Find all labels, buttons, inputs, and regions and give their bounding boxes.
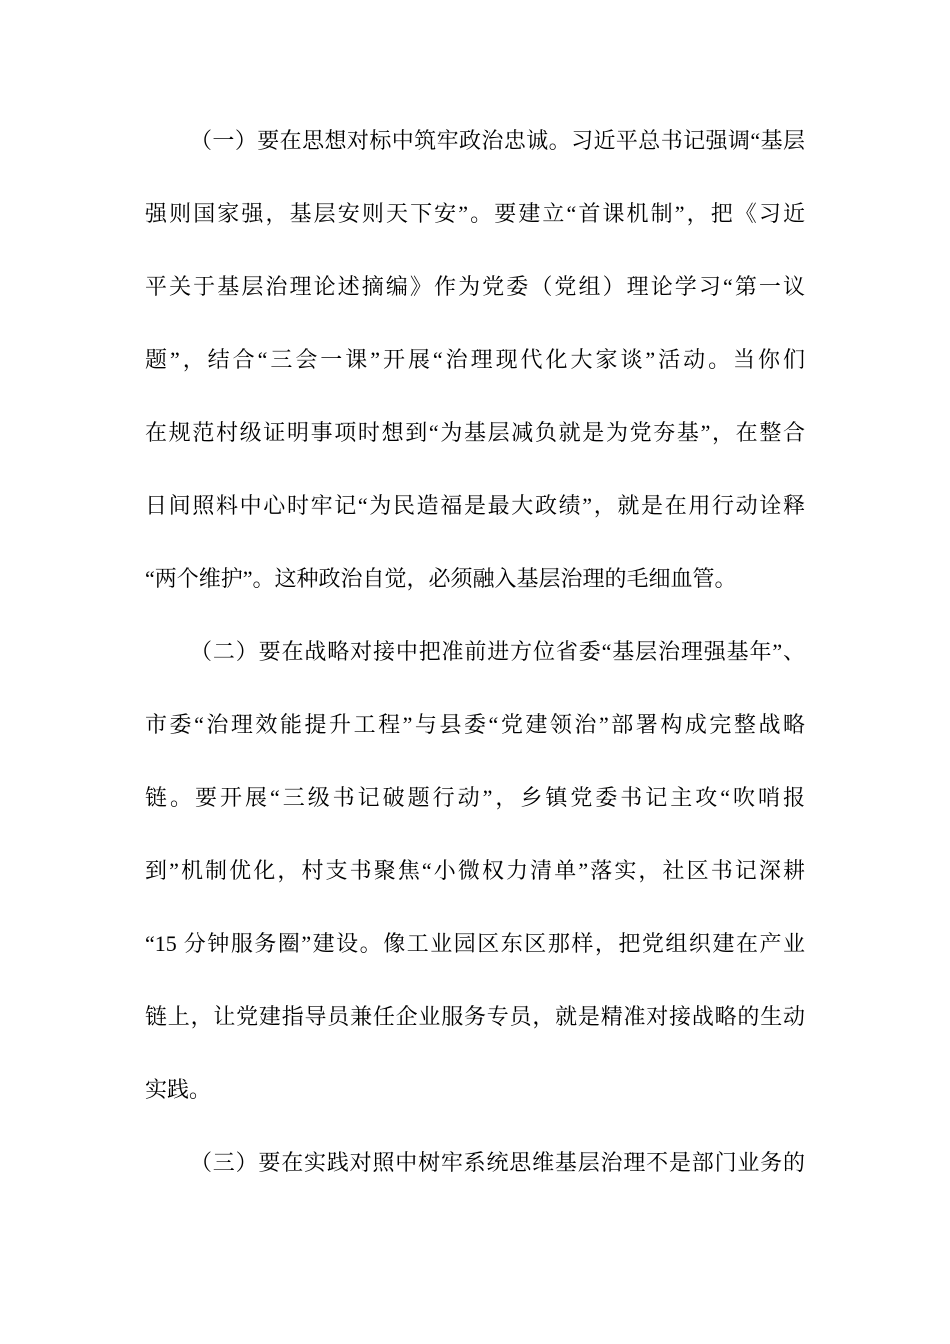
text-line: 链。要开展“三级书记破题行动”，乡镇党委书记主攻“吹哨报	[145, 785, 805, 810]
text-line: 实践。	[145, 1077, 212, 1102]
text-line: “15 分钟服务圈”建设。像工业园区东区那样，把党组织建在产业	[145, 931, 806, 956]
text-line: 日间照料中心时牢记“为民造福是最大政绩”，就是在用行动诠释	[145, 493, 805, 518]
paragraph-1	[145, 104, 805, 615]
text-line: 平关于基层治理论述摘编》作为党委（党组）理论学习“第一议	[145, 274, 805, 299]
text-line: 强则国家强，基层安则天下安”。要建立“首课机制”，把《习近	[145, 201, 805, 226]
text-line: （二）要在战略对接中把准前进方位省委“基层治理强基年”、	[190, 639, 805, 664]
document-text-block	[145, 104, 805, 1199]
text-line: 到”机制优化，村支书聚焦“小微权力清单”落实，社区书记深耕	[145, 858, 805, 883]
text-line: “两个维护”。这种政治自觉，必须融入基层治理的毛细血管。	[145, 566, 737, 591]
text-line: 链上，让党建指导员兼任企业服务专员，就是精准对接战略的生动	[145, 1004, 805, 1029]
paragraph-2	[145, 615, 805, 1126]
text-line: 市委“治理效能提升工程”与县委“党建领治”部署构成完整战略	[145, 712, 805, 737]
text-line: 在规范村级证明事项时想到“为基层减负就是为党夯基”，在整合	[145, 420, 805, 445]
text-line: （三）要在实践对照中树牢系统思维基层治理不是部门业务的	[190, 1150, 805, 1175]
text-line: （一）要在思想对标中筑牢政治忠诚。习近平总书记强调“基层	[190, 128, 805, 153]
paragraph-3	[145, 1126, 805, 1199]
text-line: 题”，结合“三会一课”开展“治理现代化大家谈”活动。当你们	[145, 347, 805, 372]
